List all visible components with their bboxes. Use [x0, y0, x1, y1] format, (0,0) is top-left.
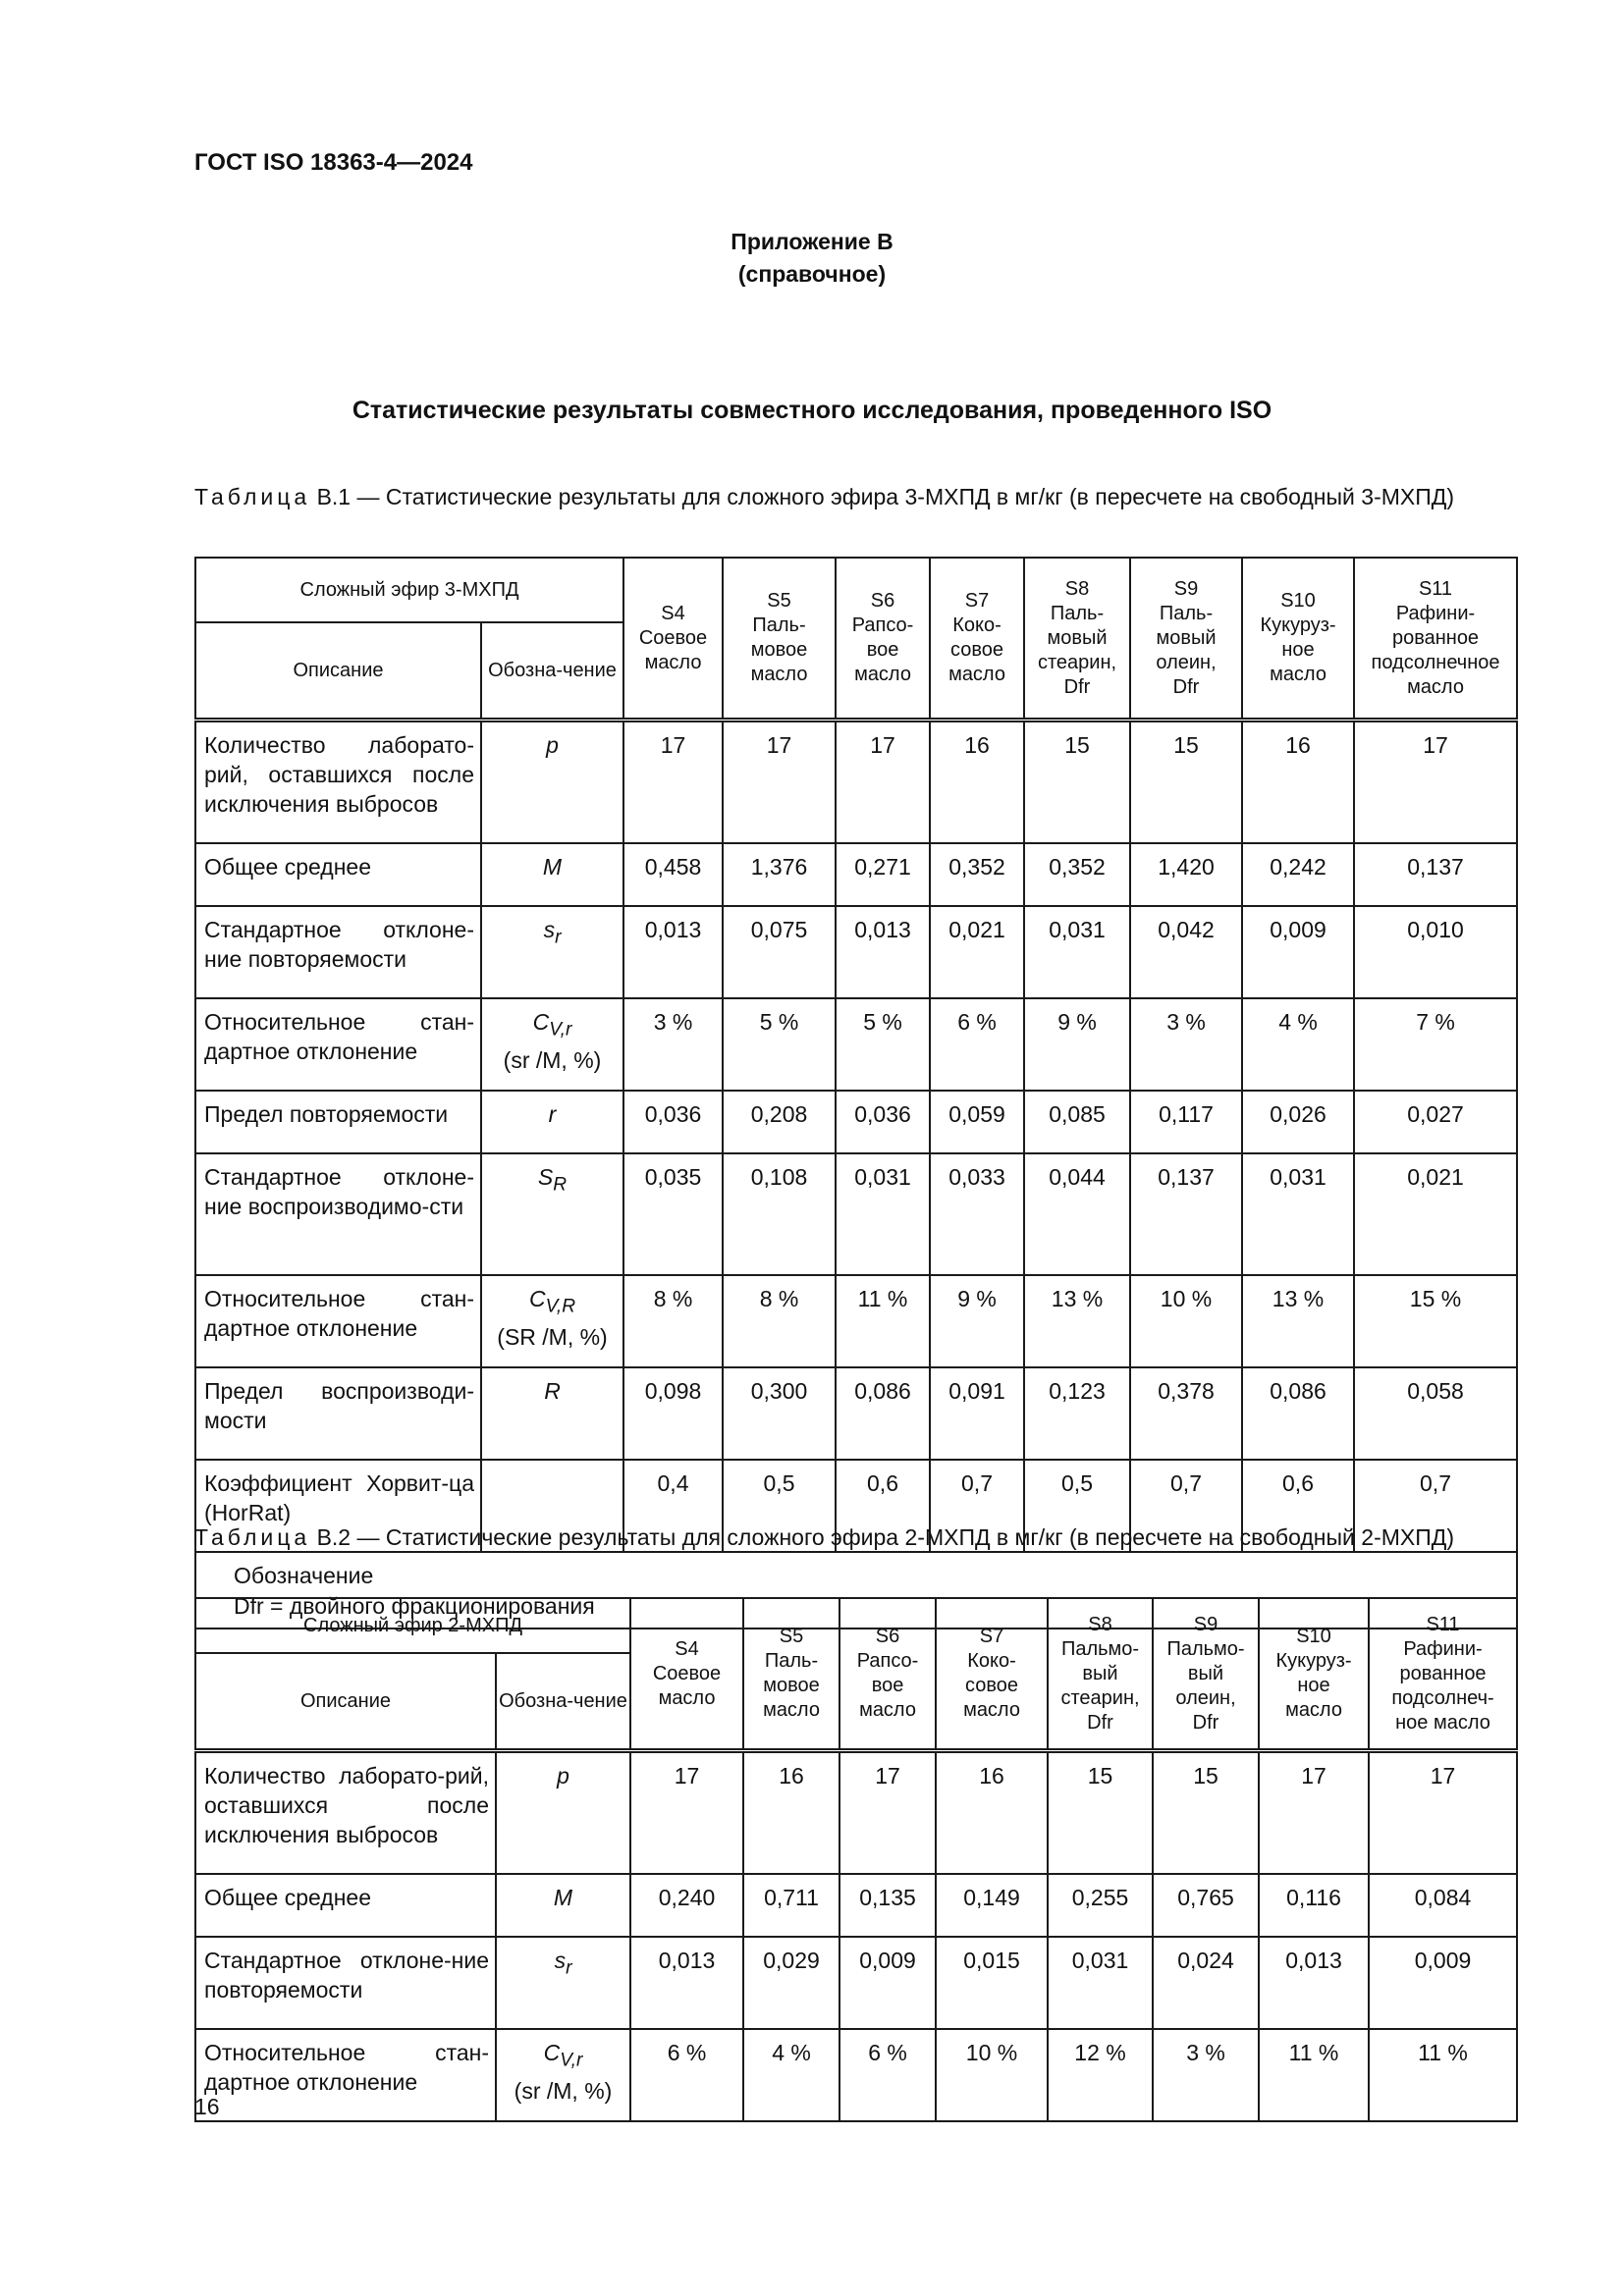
symbol-main: C — [543, 2040, 561, 2065]
row-symbol — [481, 1275, 623, 1367]
row-description: Относительное стан-дартное отклонение — [195, 1275, 481, 1367]
value-cell: 0,015 — [936, 1937, 1048, 2029]
value-cell: 17 — [839, 1751, 936, 1875]
value-cell: 0,378 — [1130, 1367, 1242, 1460]
table2-sample-header: S6 Рапсо- вое масло — [839, 1598, 936, 1751]
value-cell: 13 % — [1024, 1275, 1130, 1367]
row-symbol — [496, 1874, 630, 1937]
value-cell: 0,058 — [1354, 1367, 1517, 1460]
symbol-subscript: r — [566, 1957, 572, 1979]
value-cell: 16 — [1242, 721, 1354, 844]
value-cell: 0,033 — [930, 1153, 1024, 1275]
table-row — [195, 721, 1517, 844]
value-cell: 0,711 — [743, 1874, 839, 1937]
row-symbol — [496, 2029, 630, 2121]
value-cell: 0,086 — [1242, 1367, 1354, 1460]
symbol-main: C — [528, 1286, 546, 1311]
value-cell: 0,031 — [1048, 1937, 1153, 2029]
value-cell: 0,7 — [1354, 1460, 1517, 1552]
table-row — [195, 1937, 1517, 2029]
table-row — [195, 1153, 1517, 1275]
table2-sample-header: S8 Пальмо- вый стеарин, Dfr — [1048, 1598, 1153, 1751]
value-cell: 4 % — [743, 2029, 839, 2121]
value-cell: 0,137 — [1354, 843, 1517, 906]
row-symbol — [496, 1751, 630, 1875]
value-cell: 0,013 — [623, 906, 723, 998]
value-cell: 0,117 — [1130, 1091, 1242, 1153]
row-description: Количество лаборато-рий, оставшихся после исключения выбросов — [195, 1751, 496, 1875]
value-cell: 0,271 — [836, 843, 930, 906]
value-cell: 0,208 — [723, 1091, 836, 1153]
row-description: Предел повторяемости — [195, 1091, 481, 1153]
value-cell: 0,6 — [836, 1460, 930, 1552]
value-cell: 17 — [723, 721, 836, 844]
row-description: Общее среднее — [195, 1874, 496, 1937]
value-cell: 0,7 — [930, 1460, 1024, 1552]
value-cell: 8 % — [723, 1275, 836, 1367]
value-cell: 0,240 — [630, 1874, 743, 1937]
symbol-main: p — [557, 1763, 569, 1789]
table-row — [195, 2029, 1517, 2121]
value-cell: 0,021 — [1354, 1153, 1517, 1275]
table2-sample-header: S11 Рафини- рованное подсолнеч- ное масло — [1369, 1598, 1517, 1751]
value-cell: 16 — [936, 1751, 1048, 1875]
table-row — [195, 1751, 1517, 1875]
value-cell: 17 — [1354, 721, 1517, 844]
value-cell: 0,013 — [630, 1937, 743, 2029]
value-cell: 0,035 — [623, 1153, 723, 1275]
symbol-main: R — [544, 1378, 561, 1404]
row-symbol — [481, 1091, 623, 1153]
table2-caption — [194, 1522, 1516, 1552]
value-cell: 6 % — [839, 2029, 936, 2121]
value-cell: 0,009 — [1369, 1937, 1517, 2029]
value-cell: 0,4 — [623, 1460, 723, 1552]
row-description: Стандартное отклоне-ние повторяемости — [195, 1937, 496, 2029]
annex-type: (справочное) — [737, 261, 887, 287]
row-symbol — [481, 1367, 623, 1460]
table-row — [195, 1874, 1517, 1937]
value-cell: 5 % — [836, 998, 930, 1091]
value-cell: 0,031 — [836, 1153, 930, 1275]
table-row — [195, 1091, 1517, 1153]
value-cell: 10 % — [936, 2029, 1048, 2121]
value-cell: 15 — [1153, 1751, 1259, 1875]
value-cell: 0,086 — [836, 1367, 930, 1460]
annex-heading — [0, 226, 1624, 291]
symbol-main: p — [546, 732, 559, 758]
table2-sample-header: S5 Паль- мовое масло — [743, 1598, 839, 1751]
value-cell: 17 — [630, 1751, 743, 1875]
value-cell: 0,137 — [1130, 1153, 1242, 1275]
value-cell: 0,098 — [623, 1367, 723, 1460]
value-cell: 0,108 — [723, 1153, 836, 1275]
row-symbol — [481, 1153, 623, 1275]
value-cell: 6 % — [930, 998, 1024, 1091]
symbol-subscript: V,r — [560, 2050, 583, 2071]
value-cell: 0,085 — [1024, 1091, 1130, 1153]
value-cell: 0,036 — [836, 1091, 930, 1153]
table1-sample-header: S6 Рапсо- вое масло — [836, 558, 930, 721]
table2-sample-header: S7 Коко- совое масло — [936, 1598, 1048, 1751]
symbol-formula: (SR /M, %) — [497, 1323, 608, 1350]
value-cell: 11 % — [1369, 2029, 1517, 2121]
value-cell: 15 — [1130, 721, 1242, 844]
value-cell: 11 % — [1259, 2029, 1369, 2121]
value-cell: 0,6 — [1242, 1460, 1354, 1552]
table1 — [194, 557, 1518, 1629]
value-cell: 15 — [1048, 1751, 1153, 1875]
table1-caption — [194, 482, 1516, 511]
value-cell: 0,036 — [623, 1091, 723, 1153]
row-symbol — [481, 906, 623, 998]
value-cell: 0,300 — [723, 1367, 836, 1460]
value-cell: 0,091 — [930, 1367, 1024, 1460]
value-cell: 15 % — [1354, 1275, 1517, 1367]
table1-sample-header: S8 Паль- мовый стеарин, Dfr — [1024, 558, 1130, 721]
table2-caption-text: В.2 — Статистические результаты для сложного эфира 2-МХПД в мг/кг (в пересчете на свободный 2-МХПД) — [316, 1524, 1454, 1550]
table1-sample-header: S4 Соевое масло — [623, 558, 723, 721]
value-cell: 0,084 — [1369, 1874, 1517, 1937]
value-cell: 8 % — [623, 1275, 723, 1367]
symbol-subscript: V,r — [549, 1019, 572, 1041]
symbol-main: r — [548, 1101, 557, 1127]
value-cell: 5 % — [723, 998, 836, 1091]
table2-sample-header: S10 Кукуруз- ное масло — [1259, 1598, 1369, 1751]
table1-caption-label: Таблица — [194, 484, 311, 509]
row-description: Стандартное отклоне-ние воспроизводимо-сти — [195, 1153, 481, 1275]
symbol-main: M — [553, 1885, 573, 1910]
value-cell: 0,765 — [1153, 1874, 1259, 1937]
table1-sample-header: S5 Паль- мовое масло — [723, 558, 836, 721]
value-cell: 0,027 — [1354, 1091, 1517, 1153]
value-cell: 0,031 — [1242, 1153, 1354, 1275]
symbol-main: S — [537, 1164, 554, 1190]
value-cell: 17 — [1259, 1751, 1369, 1875]
value-cell: 0,116 — [1259, 1874, 1369, 1937]
value-cell: 9 % — [930, 1275, 1024, 1367]
symbol-subscript: r — [555, 927, 562, 948]
value-cell: 0,029 — [743, 1937, 839, 2029]
table-row — [195, 843, 1517, 906]
value-cell: 12 % — [1048, 2029, 1153, 2121]
table2-sample-header: S9 Пальмо- вый олеин, Dfr — [1153, 1598, 1259, 1751]
table1-desc-header: Описание — [195, 622, 481, 721]
table1-sample-header: S7 Коко- совое масло — [930, 558, 1024, 721]
table2-group-header: Сложный эфир 2-МХПД — [195, 1598, 630, 1653]
symbol-subscript: V,R — [545, 1296, 576, 1317]
row-description: Стандартное отклоне-ние повторяемости — [195, 906, 481, 998]
value-cell: 0,021 — [930, 906, 1024, 998]
value-cell: 13 % — [1242, 1275, 1354, 1367]
value-cell: 9 % — [1024, 998, 1130, 1091]
value-cell: 0,458 — [623, 843, 723, 906]
value-cell: 0,044 — [1024, 1153, 1130, 1275]
value-cell: 0,009 — [839, 1937, 936, 2029]
value-cell: 3 % — [1130, 998, 1242, 1091]
symbol-main: s — [554, 1948, 567, 1973]
symbol-subscript: R — [553, 1174, 568, 1196]
value-cell: 7 % — [1354, 998, 1517, 1091]
table-row — [195, 906, 1517, 998]
value-cell: 1,420 — [1130, 843, 1242, 906]
symbol-formula: (sr /M, %) — [514, 2077, 613, 2104]
annex-title: Приложение В — [731, 229, 893, 254]
row-description: Предел воспроизводи-мости — [195, 1367, 481, 1460]
row-symbol — [481, 721, 623, 844]
table1-sample-header: S9 Паль- мовый олеин, Dfr — [1130, 558, 1242, 721]
table2-desc-header: Описание — [195, 1653, 496, 1751]
table2-sym-header: Обозна-чение — [496, 1653, 630, 1751]
row-description: Общее среднее — [195, 843, 481, 906]
row-symbol — [481, 998, 623, 1091]
value-cell: 0,031 — [1024, 906, 1130, 998]
value-cell: 10 % — [1130, 1275, 1242, 1367]
page-number: 16 — [194, 2094, 220, 2119]
symbol-formula: (sr /M, %) — [503, 1046, 602, 1073]
table1-sym-header: Обозна-чение — [481, 622, 623, 721]
document-id: ГОСТ ISO 18363-4—2024 — [194, 149, 473, 176]
table-row — [195, 998, 1517, 1091]
row-description: Относительное стан-дартное отклонение — [195, 998, 481, 1091]
value-cell: 15 — [1024, 721, 1130, 844]
value-cell: 0,135 — [839, 1874, 936, 1937]
row-description: Количество лаборато-рий, оставшихся после исключения выбросов — [195, 721, 481, 844]
row-symbol — [496, 1937, 630, 2029]
value-cell: 4 % — [1242, 998, 1354, 1091]
value-cell: 17 — [836, 721, 930, 844]
value-cell: 0,5 — [1024, 1460, 1130, 1552]
value-cell: 11 % — [836, 1275, 930, 1367]
value-cell: 0,013 — [1259, 1937, 1369, 2029]
value-cell: 0,024 — [1153, 1937, 1259, 2029]
value-cell: 0,5 — [723, 1460, 836, 1552]
value-cell: 0,7 — [1130, 1460, 1242, 1552]
value-cell: 16 — [930, 721, 1024, 844]
symbol-main: M — [542, 854, 563, 880]
table-row — [195, 1275, 1517, 1367]
value-cell: 0,352 — [1024, 843, 1130, 906]
table1-group-header: Сложный эфир 3-МХПД — [195, 558, 623, 622]
symbol-main: s — [543, 917, 556, 942]
value-cell: 6 % — [630, 2029, 743, 2121]
value-cell: 0,255 — [1048, 1874, 1153, 1937]
table1-note-title: Обозначение — [234, 1563, 374, 1588]
value-cell: 17 — [1369, 1751, 1517, 1875]
value-cell: 0,059 — [930, 1091, 1024, 1153]
value-cell: 3 % — [1153, 2029, 1259, 2121]
value-cell: 1,376 — [723, 843, 836, 906]
row-symbol — [481, 843, 623, 906]
section-title: Статистические результаты совместного исследования, проведенного ISO — [352, 397, 1272, 424]
value-cell: 0,042 — [1130, 906, 1242, 998]
value-cell: 0,242 — [1242, 843, 1354, 906]
value-cell: 0,009 — [1242, 906, 1354, 998]
value-cell: 0,010 — [1354, 906, 1517, 998]
value-cell: 3 % — [623, 998, 723, 1091]
table2 — [194, 1597, 1518, 2122]
value-cell: 0,075 — [723, 906, 836, 998]
row-description: Относительное стан-дартное отклонение — [195, 2029, 496, 2121]
table-row — [195, 1367, 1517, 1460]
value-cell: 16 — [743, 1751, 839, 1875]
value-cell: 17 — [623, 721, 723, 844]
value-cell: 0,026 — [1242, 1091, 1354, 1153]
value-cell: 0,013 — [836, 906, 930, 998]
table1-sample-header: S11 Рафини- рованное подсолнечное масло — [1354, 558, 1517, 721]
value-cell: 0,352 — [930, 843, 1024, 906]
row-description: Коэффициент Хорвит-ца (HorRat) — [195, 1460, 481, 1552]
table2-sample-header: S4 Соевое масло — [630, 1598, 743, 1751]
table1-caption-text: В.1 — Статистические результаты для сложного эфира 3-МХПД в мг/кг (в пересчете на свободный 3-МХПД) — [316, 484, 1454, 509]
symbol-main: C — [532, 1009, 550, 1035]
table2-caption-label: Таблица — [194, 1524, 311, 1550]
table1-note-text: Dfr = двойного фракционирования — [234, 1593, 595, 1619]
value-cell: 0,149 — [936, 1874, 1048, 1937]
table1-sample-header: S10 Кукуруз- ное масло — [1242, 558, 1354, 721]
value-cell: 0,123 — [1024, 1367, 1130, 1460]
